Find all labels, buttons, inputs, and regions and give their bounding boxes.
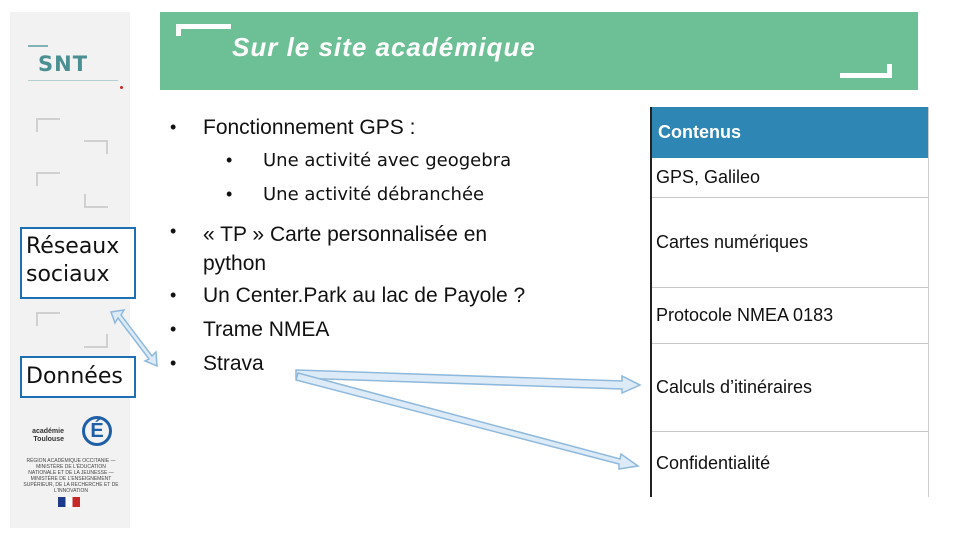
- academie-logo-icon: É: [82, 416, 112, 446]
- reseaux-sociaux-block: Réseaux sociaux: [20, 227, 136, 299]
- bullet-icon: •: [170, 319, 177, 339]
- bullet-icon: •: [170, 353, 177, 373]
- donnees-block: Données: [20, 356, 136, 398]
- bullet-icon: •: [226, 150, 233, 170]
- academie-caption: RÉGION ACADÉMIQUE OCCITANIE — MINISTÈRE DE L'ÉDUCATION NATIONALE ET DE LA JEUNESSE — MINISTÈRE DE L'ENSEIGNEMENT SUPÉRIEUR, DE LA RECHERCHE ET DE L'INNOVATION: [23, 458, 119, 494]
- table-row: Protocole NMEA 0183: [652, 288, 928, 344]
- list-item-text: Trame NMEA: [203, 318, 330, 341]
- table-row: Confidentialité: [652, 432, 928, 494]
- sub-list-item-text: Une activité avec geogebra: [263, 150, 512, 171]
- table-row: GPS, Galileo: [652, 158, 928, 198]
- table-row: Cartes numériques: [652, 198, 928, 288]
- snt-logo: SNT: [38, 52, 89, 76]
- double-arrow-icon: [111, 310, 157, 366]
- bullet-icon: •: [226, 184, 233, 204]
- page-title: Sur le site académique: [232, 32, 536, 62]
- list-item-text: « TP » Carte personnalisée en python: [203, 223, 488, 275]
- list-item-text: Fonctionnement GPS :: [203, 116, 416, 139]
- academie-name: académie Toulouse: [32, 428, 64, 443]
- table-header: Contenus: [652, 107, 928, 158]
- list-item-text: Strava: [203, 352, 264, 375]
- table-row: Calculs d’itinéraires: [652, 344, 928, 432]
- bullet-icon: •: [170, 117, 177, 137]
- list-item-text: Un Center.Park au lac de Payole ?: [203, 284, 526, 307]
- sub-list-item-text: Une activité débranchée: [263, 184, 485, 205]
- bullet-icon: •: [170, 285, 177, 305]
- bullet-icon: •: [170, 221, 177, 241]
